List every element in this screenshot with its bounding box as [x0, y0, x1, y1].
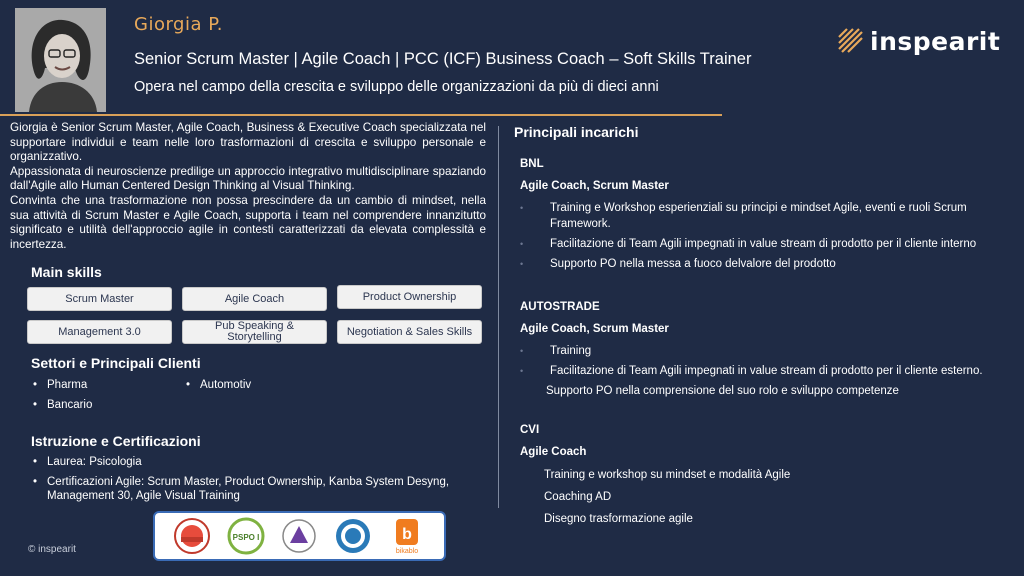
agile-coach-badge-icon: [280, 517, 318, 555]
header-divider: [0, 114, 722, 116]
column-divider: [498, 126, 499, 508]
assignments-heading: Principali incarichi: [514, 124, 639, 140]
activity-item: • Training: [520, 343, 1000, 359]
education-item: • Certificazioni Agile: Scrum Master, Product Ownership, Kanba System Desyng, Management 30, Agile Visual Training: [31, 475, 461, 503]
skills-heading: Main skills: [31, 264, 102, 280]
activity-item: • Facilitazione di Team Agili impegnati in value stream di prodotto per il cliente esterno.: [520, 363, 1000, 379]
skill-chip: Product Ownership: [337, 285, 482, 309]
svg-text:b: b: [402, 526, 412, 543]
profile-photo: [15, 8, 106, 112]
skill-chip: Negotiation & Sales Skills: [337, 320, 482, 344]
sector-item: • Pharma: [31, 378, 92, 392]
skill-chip: Scrum Master: [27, 287, 172, 311]
pspo-badge-icon: [227, 517, 265, 555]
sectors-list-left: [31, 378, 92, 418]
client-role: Agile Coach, Scrum Master: [520, 323, 669, 335]
portrait-image: [15, 8, 106, 112]
client-name: CVI: [520, 424, 540, 436]
bikablo-badge-icon: [388, 517, 426, 555]
bio-paragraph: Convinta che una trasformazione non possa prescindere da un cambio di mindset, nella sua attività di Scrum Master e Agile Coach, supporta i team nel comprendere innanzitutto significato e utilità dell'approccio agile in contesti caratterizzati da elevata complessità e incertezza.: [10, 193, 486, 251]
scrum-master-badge-icon: [173, 517, 211, 555]
inspearit-logo: [838, 26, 1000, 56]
skill-chip: Agile Coach: [182, 287, 327, 311]
skill-chip: Pub Speaking & Storytelling: [182, 320, 327, 344]
logo-text: inspearit: [870, 26, 1001, 56]
bio-text: [10, 121, 486, 252]
activity-item: Training e workshop su mindset e modalità Agile: [544, 469, 791, 481]
education-item: • Laurea: Psicologia: [31, 455, 461, 469]
person-name: Giorgia P.: [134, 14, 223, 35]
activity-item: Coaching AD: [544, 491, 612, 503]
client-name: AUTOSTRADE: [520, 301, 600, 313]
bio-paragraph: Giorgia è Senior Scrum Master, Agile Coach, Business & Executive Coach specializzata nel supportare individui e team nelle loro trasformazioni di crescita e sviluppo personale e organizzativo.: [10, 121, 486, 164]
cvi-activities: [520, 467, 1000, 531]
activity-item: • Training e Workshop esperienziali su principi e mindset Agile, eventi e ruoli Scrum Framework.: [520, 200, 1000, 232]
pspo-badge-text: PSPO I: [232, 533, 260, 542]
activity-item: Supporto PO nella comprensione del suo rolo e sviluppo competenze: [546, 385, 899, 397]
sectors-heading: Settori e Principali Clienti: [31, 355, 201, 371]
person-tagline: Opera nel campo della crescita e sviluppo delle organizzazioni da più di dieci anni: [134, 79, 659, 95]
sector-item: • Automotiv: [184, 378, 251, 392]
client-name: BNL: [520, 158, 544, 170]
bnl-activities: [520, 200, 1000, 276]
client-role: Agile Coach, Scrum Master: [520, 180, 669, 192]
skills-grid: [27, 285, 483, 345]
activity-item: Disegno trasformazione agile: [544, 513, 693, 525]
skill-chip: Management 3.0: [27, 320, 172, 344]
bikablo-badge-text: bikablo: [395, 548, 419, 555]
inspearit-logo-icon: [838, 28, 864, 54]
activity-item: • Supporto PO nella messa a fuoco delvalore del prodotto: [520, 256, 1000, 272]
education-heading: Istruzione e Certificazioni: [31, 433, 201, 449]
education-list: [31, 455, 461, 509]
certification-badges: [153, 511, 446, 561]
sectors-list-right: [184, 378, 251, 398]
copyright: © inspearit: [28, 544, 76, 555]
activity-item: • Facilitazione di Team Agili impegnati in value stream di prodotto per il cliente interno: [520, 236, 1000, 252]
bio-paragraph: Appassionata di neuroscienze predilige un approccio integrativo multidisciplinare spaziando dall'Agile allo Human Centered Design Thinking al Visual Thinking.: [10, 164, 486, 193]
sector-item: • Bancario: [31, 398, 92, 412]
client-role: Agile Coach: [520, 446, 587, 458]
person-role: Senior Scrum Master | Agile Coach | PCC (ICF) Business Coach – Soft Skills Trainer: [134, 50, 752, 68]
autostrade-activities: [520, 343, 1000, 403]
kanban-badge-icon: [334, 517, 372, 555]
